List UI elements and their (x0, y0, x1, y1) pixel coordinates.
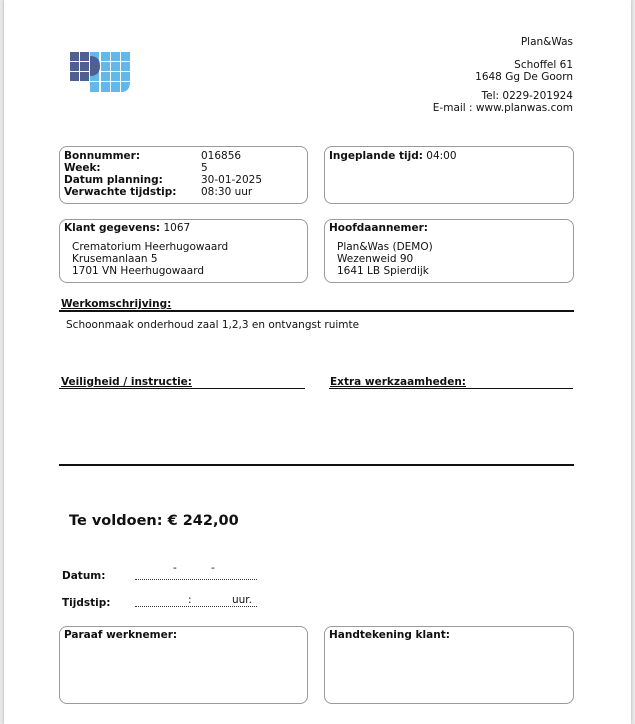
date-separator: - (211, 562, 215, 574)
work-label: Werkomschrijving: (61, 298, 172, 310)
time-unit: uur. (232, 594, 253, 606)
company-logo-icon (70, 52, 130, 96)
week-label: Week: (64, 162, 101, 174)
company-street: Schoffel 61 (514, 59, 573, 71)
company-info (433, 36, 573, 114)
client-number: 1067 (163, 222, 191, 234)
company-name: Plan&Was (520, 36, 573, 48)
time-separator: : (188, 594, 192, 606)
company-phone: Tel: 0229-201924 (481, 90, 573, 102)
company-city: 1648 Gg De Goorn (475, 71, 573, 83)
bon-label: Bonnummer: (64, 150, 141, 162)
bon-value: 016856 (201, 150, 242, 162)
contractor-city: 1641 LB Spierdijk (337, 265, 429, 277)
verwachte-tijd-label: Verwachte tijdstip: (64, 186, 177, 198)
planned-time-label: Ingeplande tijd: (329, 150, 423, 162)
sign-date-field[interactable] (135, 562, 257, 580)
datum-planning-label: Datum planning: (64, 174, 163, 186)
client-signature-label: Handtekening klant: (329, 629, 450, 641)
document-page (4, 0, 631, 724)
divider (59, 464, 574, 466)
safety-label: Veiligheid / instructie: (61, 376, 193, 388)
week-value: 5 (201, 162, 208, 174)
contractor-name: Plan&Was (DEMO) (337, 241, 433, 253)
divider (59, 310, 574, 312)
client-signature-box[interactable] (324, 626, 574, 704)
sign-time-label: Tijdstip: (62, 597, 111, 609)
divider (59, 388, 305, 389)
planned-time-box (324, 146, 574, 204)
contractor-label: Hoofdaannemer: (329, 222, 428, 234)
client-city: 1701 VN Heerhugowaard (72, 265, 205, 277)
employee-initials-box[interactable] (59, 626, 308, 704)
client-street: Krusemanlaan 5 (72, 253, 158, 265)
sign-time-field[interactable] (135, 595, 257, 607)
divider (329, 388, 573, 389)
work-description: Schoonmaak onderhoud zaal 1,2,3 en ontvangst ruimte (66, 319, 360, 331)
contractor-street: Wezenweid 90 (337, 253, 414, 265)
datum-planning-value: 30-01-2025 (201, 174, 263, 186)
order-info-box (59, 146, 308, 204)
sign-date-label: Datum: (62, 570, 106, 582)
amount-due: Te voldoen: € 242,00 (69, 513, 239, 529)
date-separator: - (173, 562, 177, 574)
extra-work-label: Extra werkzaamheden: (330, 376, 466, 388)
contractor-box (324, 219, 574, 283)
employee-initials-label: Paraaf werknemer: (64, 629, 178, 641)
planned-time-value: 04:00 (426, 150, 457, 162)
verwachte-tijd-value: 08:30 uur (201, 186, 253, 198)
client-name: Crematorium Heerhugowaard (72, 241, 229, 253)
client-box (59, 219, 308, 283)
client-label: Klant gegevens: (64, 222, 161, 234)
company-email: E-mail : www.planwas.com (432, 102, 573, 114)
